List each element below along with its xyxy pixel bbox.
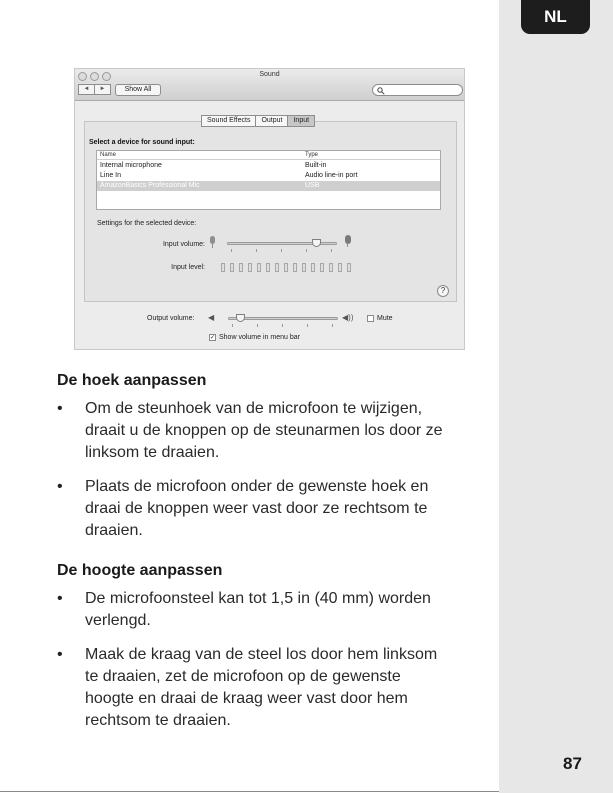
- bullet-text: [85, 398, 485, 464]
- tab-bar: [201, 115, 315, 127]
- text-line: Plaats de microfoon onder de gewenste hoek en: [85, 478, 429, 495]
- window-titlebar: [75, 69, 464, 101]
- search-input[interactable]: [372, 84, 463, 96]
- level-segment: [257, 263, 261, 272]
- text-line: linksom te draaien.: [85, 444, 220, 461]
- speaker-low-icon: ◀: [208, 313, 215, 322]
- level-segment: [221, 263, 225, 272]
- text-line: De microfoonsteel kan tot 1,5 in (40 mm) worden: [85, 590, 431, 607]
- bullet-icon: •: [57, 478, 63, 495]
- column-header-name: Name: [100, 152, 117, 158]
- microphone-high-icon: [344, 235, 350, 248]
- microphone-low-icon: [209, 236, 215, 249]
- input-panel: [84, 121, 457, 302]
- level-segment: [248, 263, 252, 272]
- mute-checkbox[interactable]: [367, 315, 374, 322]
- level-segment: [266, 263, 270, 272]
- tab-sound-effects[interactable]: Sound Effects: [202, 116, 256, 126]
- language-badge: NL: [521, 0, 590, 34]
- tab-output[interactable]: Output: [256, 116, 288, 126]
- device-name: Line In: [100, 172, 122, 179]
- show-volume-label: Show volume in menu bar: [219, 334, 300, 341]
- slider-tick: [257, 324, 258, 327]
- slider-tick: [281, 249, 282, 252]
- text-line: rechtsom te draaien.: [85, 712, 231, 729]
- table-row-selected[interactable]: [97, 181, 440, 191]
- section-heading: De hoogte aanpassen: [57, 562, 223, 579]
- input-level-label: Input level:: [171, 264, 205, 271]
- level-segment: [239, 263, 243, 272]
- level-segment: [347, 263, 351, 272]
- show-volume-checkbox[interactable]: ✓: [210, 335, 216, 341]
- back-button[interactable]: ◄: [78, 84, 95, 95]
- footer-divider: [0, 791, 499, 792]
- level-segment: [275, 263, 279, 272]
- device-table: [96, 150, 441, 210]
- device-name: AmazonBasics Professional Mic: [100, 182, 200, 189]
- sound-preferences-screenshot: [74, 68, 465, 350]
- slider-tick: [332, 324, 333, 327]
- window-title: Sound: [259, 71, 280, 78]
- text-line: verlengd.: [85, 612, 151, 629]
- level-segment: [320, 263, 324, 272]
- text-line: Om de steunhoek van de microfoon te wijzigen,: [85, 400, 423, 417]
- level-segment: [284, 263, 288, 272]
- slider-tick: [282, 324, 283, 327]
- show-all-button[interactable]: Show All: [115, 84, 161, 96]
- level-segment: [293, 263, 297, 272]
- table-row[interactable]: [97, 171, 440, 181]
- output-volume-label: Output volume:: [147, 315, 195, 322]
- device-type: Audio line-in port: [305, 172, 358, 179]
- table-row[interactable]: [97, 161, 440, 171]
- text-line: draaien.: [85, 522, 143, 539]
- column-header-type: Type: [305, 152, 319, 158]
- level-segment: [302, 263, 306, 272]
- bullet-icon: •: [57, 400, 63, 417]
- text-line: draait u de knoppen op de steunarmen los door ze: [85, 422, 443, 439]
- table-header: [97, 151, 440, 160]
- slider-tick: [306, 249, 307, 252]
- speaker-high-icon: ◀)): [342, 313, 354, 322]
- bullet-text: [85, 588, 485, 632]
- bullet-icon: •: [57, 590, 63, 607]
- level-segment: [338, 263, 342, 272]
- output-volume-thumb[interactable]: [236, 314, 245, 322]
- text-line: hoogte en draai de kraag weer vast door hem: [85, 690, 408, 707]
- level-segment: [311, 263, 315, 272]
- device-type: Built-in: [305, 162, 327, 169]
- bullet-icon: •: [57, 646, 63, 663]
- page-number: 87: [563, 754, 582, 773]
- device-type: USB: [305, 182, 320, 189]
- bullet-text: [85, 644, 485, 732]
- text-line: Maak de kraag van de steel los door hem linksom: [85, 646, 438, 663]
- level-segment: [329, 263, 333, 272]
- magnifier-icon: [377, 87, 385, 95]
- side-strip: [499, 0, 613, 793]
- slider-tick: [307, 324, 308, 327]
- bullet-text: [85, 476, 485, 542]
- slider-tick: [331, 249, 332, 252]
- device-name: Internal microphone: [100, 162, 162, 169]
- settings-label: Settings for the selected device:: [97, 220, 197, 227]
- mute-label: Mute: [377, 315, 393, 322]
- text-line: te draaien, zet de microfoon op de gewenste: [85, 668, 401, 685]
- slider-tick: [256, 249, 257, 252]
- input-level-meter: [221, 263, 361, 273]
- help-button[interactable]: ?: [437, 285, 449, 297]
- forward-button[interactable]: ►: [94, 84, 111, 95]
- slider-tick: [232, 324, 233, 327]
- tab-input[interactable]: Input: [288, 116, 314, 126]
- select-device-label: Select a device for sound input:: [89, 139, 195, 146]
- input-volume-label: Input volume:: [162, 241, 205, 248]
- section-heading: De hoek aanpassen: [57, 372, 207, 389]
- slider-tick: [231, 249, 232, 252]
- text-line: draai de knoppen weer vast door ze rechtsom te: [85, 500, 428, 517]
- level-segment: [230, 263, 234, 272]
